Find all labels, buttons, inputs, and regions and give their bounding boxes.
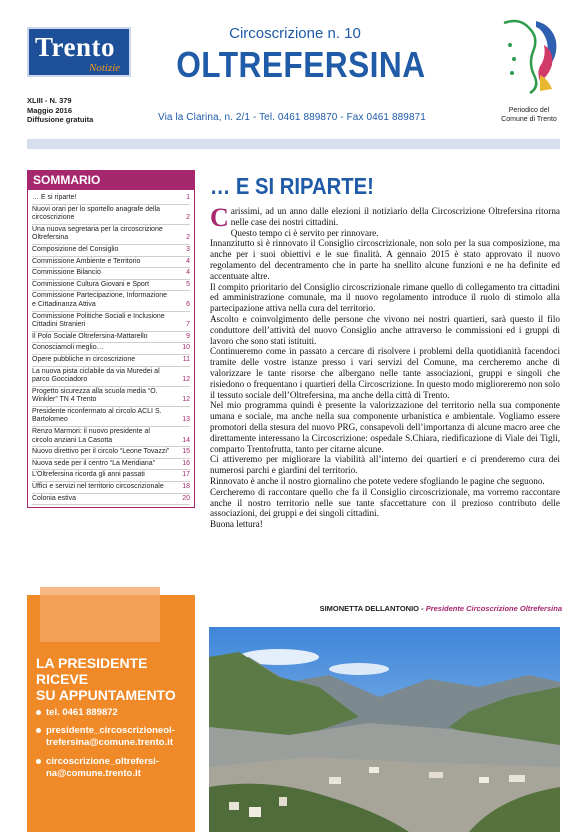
sommario-item-page: 13	[182, 416, 190, 424]
periodico-line-2: Comune di Trento	[501, 116, 557, 123]
sommario-item[interactable]	[32, 205, 190, 225]
trento-notizie-logo	[27, 27, 131, 77]
article-paragraph: Nel mio programma quindi è presente la valorizzazione del territorio nella sua componente umana e sociale, ma anche nella sua componente urbanistica e ambientale. Vogliamo essere promotori della stesura del nuovo PRG, consapevoli dell’importanza di alcune macro aree che direttamente interessano la Circoscrizione: ospedale S.Chiara, riedificazione di Viale dei Tigli, comparto Trentofrutta, tanto per citarne alcune.	[210, 400, 560, 454]
sommario-item[interactable]	[32, 257, 190, 269]
sommario-item-page: 11	[182, 355, 190, 363]
sommario-item-title: Opere pubbliche in circoscrizione	[32, 355, 136, 363]
address-line: Via la Clarina, n. 2/1 - Tel. 0461 889870 - Fax 0461 889871	[158, 112, 426, 123]
issue-date: Maggio 2016	[27, 105, 73, 115]
article-paragraph: Innanzitutto si è rinnovato il Consiglio circoscrizionale, non solo per la sua composizione, ma anche per i suoi obiettivi e le sue finalità. A gennaio 2015 è stato approvato il nuovo regolamento del decentramento che in parte ha snellito alcune funzioni e ne ha definite ed accentuate altre.	[210, 238, 560, 281]
sommario-item-title: Nuovi orari per lo sportello anagrafe della circoscrizione	[32, 205, 161, 222]
sommario-item[interactable]	[32, 407, 190, 427]
periodico-label	[493, 106, 565, 124]
sommario-item-page: 20	[182, 494, 190, 502]
presidente-email-2[interactable]	[36, 756, 196, 780]
sommario-item-page: 12	[182, 376, 190, 384]
sommario-item[interactable]	[32, 470, 190, 482]
presidente-title	[36, 655, 196, 703]
sommario-item[interactable]	[32, 332, 190, 344]
presidente-title-line-1: LA PRESIDENTE RICEVE	[36, 655, 148, 687]
article-signature: SIMONETTA DELLANTONIO - Presidente Circoscrizione Oltrefersina	[319, 604, 562, 613]
bullet-icon	[36, 759, 41, 764]
sommario-item-page: 12	[182, 396, 190, 404]
sommario-item[interactable]	[32, 387, 190, 407]
sommario-item-page: 2	[186, 234, 190, 242]
sommario-item[interactable]	[32, 268, 190, 280]
sommario-item[interactable]	[32, 494, 190, 506]
sommario-item-page: 18	[182, 483, 190, 491]
logo-sub: Notizie	[89, 62, 121, 74]
header-divider	[27, 139, 560, 149]
sommario-item-title: La nuova pista ciclabile da via Muredei al parco Gocciadoro	[32, 367, 160, 384]
article-paragraph: Il compito prioritario del Consiglio circoscrizionale rimane quello di collegamento tra cittadini ed amministrazione comunale, ma il nuovo regolamento introduce il ruolo di stimolo alla partecipazione attiva nella cura del territorio.	[210, 281, 560, 314]
sommario-item-title: Commissione Politiche Sociali e Inclusione Cittadini Stranieri	[32, 312, 165, 329]
sommario-item[interactable]	[32, 482, 190, 494]
sommario-item[interactable]	[32, 447, 190, 459]
article-paragraph: Ci attiveremo per migliorare la viabilità all’interno dei quartieri e ci prenderemo cura dei numerosi parchi e giardini del territorio.	[210, 454, 560, 476]
sommario-item-page: 1	[186, 194, 190, 201]
bullet-icon	[36, 728, 41, 733]
sommario-item[interactable]	[32, 367, 190, 387]
email-2-line-1[interactable]: circoscrizione_oltrefersi-	[46, 756, 159, 767]
sommario-item-title: Commissione Partecipazione, Informazione e Cittadinanza Attiva	[32, 292, 168, 308]
sommario-item[interactable]	[32, 355, 190, 367]
sommario-item[interactable]	[32, 343, 190, 355]
crest-illustration-icon	[500, 15, 562, 95]
article-heading: … E SI RIPARTE!	[210, 173, 374, 199]
article-paragraph: Questo tempo ci è servito per rinnovare.	[230, 227, 379, 238]
presidente-phone	[36, 707, 196, 719]
sommario-item-page: 15	[182, 448, 190, 456]
sommario-item-page: 4	[186, 269, 190, 277]
article-paragraphs	[210, 203, 560, 530]
signature-role: Presidente Circoscrizione Oltrefersina	[425, 604, 562, 613]
sommario-item-title: Renzo Marmori: il nuovo presidente al circolo anziani La Casotta	[32, 428, 150, 444]
logo-word: Trento	[35, 32, 115, 62]
tape-decoration	[40, 587, 160, 642]
sommario-item-title: L’Oltrefersina ricorda gli anni passati	[32, 471, 145, 479]
article-paragraph: Buona lettura!	[210, 519, 263, 530]
sommario-item[interactable]	[32, 312, 190, 332]
sommario-item-page: 9	[186, 332, 190, 340]
email-1-line-1[interactable]: presidente_circoscrizioneol-	[46, 725, 175, 736]
sommario-item-page: 6	[186, 300, 190, 308]
email-1-line-2[interactable]: trefersina@comune.trento.it	[46, 737, 173, 748]
sommario-item-page: 7	[186, 321, 190, 329]
sommario-item-title: Commissione Bilancio	[32, 269, 101, 277]
bullet-icon	[36, 710, 41, 715]
sommario-item-page: 4	[186, 257, 190, 265]
article-paragraph: Rinnovato è anche il nostro giornalino che potete vedere sfogliando le pagine che seguono.	[210, 475, 545, 486]
sommario-item-title: Uffici e servizi nel territorio circoscrizionale	[32, 483, 164, 491]
sommario-item[interactable]	[32, 245, 190, 257]
sommario-item-title: Composizione del Consiglio	[32, 245, 119, 253]
sommario-list	[27, 190, 195, 508]
article-paragraph: arissimi, ad un anno dalle elezioni il notiziario della Circoscrizione Oltrefersina ritorna nelle case dei nostri cittadini.	[230, 206, 560, 227]
sommario-heading: SOMMARIO	[27, 170, 195, 190]
issue-distribution: Diffusione gratuita	[27, 115, 94, 124]
presidente-phone-text: tel. 0461 889872	[46, 707, 118, 718]
presidente-title-line-2: SU APPUNTAMENTO	[36, 687, 176, 703]
sommario-item-title: Conosciamoli meglio…	[32, 344, 104, 352]
sommario-item[interactable]	[32, 280, 190, 292]
sommario-item-page: 2	[186, 214, 190, 222]
sommario-item-page: 3	[186, 245, 190, 253]
presidente-email-1[interactable]	[36, 725, 196, 749]
sommario-item-page: 10	[182, 344, 190, 352]
article-body	[210, 203, 560, 530]
sommario-item[interactable]	[32, 427, 190, 447]
sommario-item[interactable]	[32, 225, 190, 245]
sommario-item[interactable]	[32, 459, 190, 471]
issue-number: XLIII - N. 379	[27, 96, 72, 105]
article-paragraph: Continueremo come in passato a cercare di risolvere i problemi della quotidianità facendoci tramite delle vostre istanze presso i vari servizi del Comune, ma cercheremo anche di valorizzare le tante risorse che albergano nelle tante associazioni, gruppi e singoli che risiedono o frequentano i quartieri della Circoscrizione. In questo modo miglioreremo non solo il tessuto sociale dell’Oltrefersina, ma anche della città di Trento.	[210, 346, 560, 400]
circoscrizione-label: Circoscrizione n. 10	[229, 25, 361, 42]
sommario-item-title: Commissione Ambiente e Territorio	[32, 257, 141, 265]
sommario-item-title: Progetto sicurezza alla scuola media “O. Winkler” TN 4 Trento	[32, 387, 158, 404]
sommario-box	[27, 170, 195, 508]
sommario-item-page: 16	[182, 459, 190, 467]
sommario-item-title: … E si riparte!	[32, 194, 77, 201]
sommario-item[interactable]	[32, 291, 190, 311]
sommario-item-title: Nuovo direttivo per il circolo “Leone Tovazzi”	[32, 448, 170, 456]
sommario-item-title: Una nuova segretaria per la circoscrizione Oltrefersina	[32, 225, 163, 242]
sommario-item-page: 5	[186, 280, 190, 288]
sommario-item[interactable]	[32, 193, 190, 205]
article-dropcap: C	[210, 203, 229, 232]
sommario-item-title: Il Polo Sociale Oltrefersina-Mattarello	[32, 332, 148, 340]
article-paragraph: Cercheremo di raccontare quello che fa il Consiglio circoscrizionale, ma vorremo raccontare anche il nostro territorio nelle sue tante sfaccettature con il prezioso contributo delle associazioni, dei gruppi e dei singoli cittadini.	[210, 486, 560, 519]
sommario-item-title: Colonia estiva	[32, 494, 76, 502]
sommario-item-title: Presidente riconfermato al circolo ACLI S. Bartolomeo	[32, 407, 162, 424]
article-paragraph: Ascolto e coinvolgimento delle persone che vivono nei nostri quartieri, sarà questo il filo conduttore dell’attività del nuovo Consiglio anche attraverso le commissioni ed i gruppi di lavoro che sono stati istituiti.	[210, 313, 560, 346]
issue-info	[27, 96, 93, 125]
sommario-item-page: 17	[182, 471, 190, 479]
sommario-item-title: Commissione Cultura Giovani e Sport	[32, 280, 150, 288]
sommario-item-title: Nuova sede per il centro “La Meridiana”	[32, 459, 155, 467]
email-2-line-2[interactable]: na@comune.trento.it	[46, 768, 141, 779]
signature-name: SIMONETTA DELLANTONIO	[319, 604, 420, 613]
page-title: OLTREFERSINA	[176, 44, 426, 85]
sommario-item-page: 14	[182, 436, 190, 444]
periodico-line-1: Periodico del	[508, 107, 550, 114]
city-panorama-photo	[209, 627, 560, 832]
